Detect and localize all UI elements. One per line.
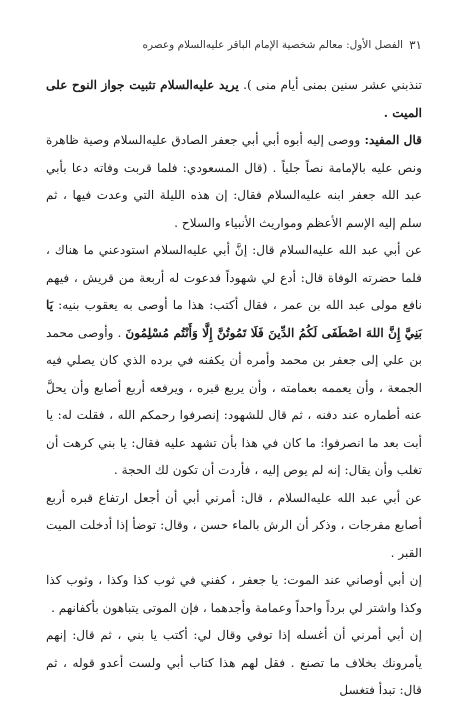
text-segment: عن أبي عبد الله عليه‌السلام ، قال: أمرني أبي أن أجعل ارتفاع قبره أربع أصابع مفرجات ، وذكر أن الرش بالماء حسن ، وقال: توضأ إذا أدخلت الميت القبر . <box>46 490 422 560</box>
paragraph <box>46 127 422 237</box>
book-page <box>46 38 422 697</box>
running-title: الفصل الأول: معالم شخصية الإمام الباقر عليه‌السلام وعصره <box>142 39 404 51</box>
text-segment: عن أبي عبد الله عليه‌السلام قال: إنَّ أبي عليه‌السلام استودعني ما هناك ، فلما حضرته الوفاة قال: أدع لي شهوداً فدعوت له أربعة من قريش ، فيهم نافع مولى عبد الله بن عمر ، فقال أكتب: هذا ما أوصى به يعقوب بنيه: <box>46 243 422 312</box>
running-header <box>46 38 422 52</box>
page-number: ٣١ <box>409 38 422 52</box>
paragraph <box>46 237 422 485</box>
paragraph <box>46 622 422 705</box>
text-segment-bold: قال المفيد: <box>360 133 422 147</box>
paragraph <box>46 567 422 622</box>
text-segment: . وأوصى محمد بن علي إلى جعفر بن محمد وأمره أن يكفنه في برده الذي كان يصلي فيه الجمعة ، وأن يعممه بعمامته ، وأن يربع قبره ، ويرفعه أربع أصابع وأن يحلَّ عنه أطماره عند دفنه ، ثم قال للشهود: إنصرفوا رحمكم الله ، فقلت له: يا أبت بعد ما انصرفوا: ما كان في هذا بأن تشهد عليه فقال: يا بني كرهت أن تغلب وأن يقال: إنه لم يوص إليه ، فأردت أن تكون لك الحجة . <box>46 325 422 477</box>
paragraph <box>46 485 422 568</box>
text-segment: إن أبي أوصاني عند الموت: يا جعفر ، كفني في ثوب كذا وكذا ، وثوب كذا وكذا واشتر لي برداً واحداً وعمامة وأجدهما ، فإن الموتى يتباهون بأكفانهم . <box>46 573 422 615</box>
text-segment: تنذبني عشر سنين بمنى أيام منى ). <box>238 78 422 92</box>
paragraph <box>46 72 422 127</box>
text-segment-bold: يريد عليه‌السلام تثبيت جواز النوح على الميت . <box>46 78 422 120</box>
quran-verse: يَا بَنِيَّ إِنَّ اللهَ اصْطَفَى لَكُمُ الدِّينَ فَلَا تَمُوتُنَّ إِلَّا وَأَنْتُم مُسْلِمُونَ <box>46 298 422 340</box>
text-segment: ووصى إليه أبوه أبي أبي جعفر الصادق عليه‌السلام وصية ظاهرة ونص عليه بالإمامة نصاً جلياً . (قال المسعودي: فلما قربت وفاته دعا بأبي عبد الله جعفر ابنه عليه‌السلام فقال: إن هذه الليلة التي وعدت فيها ، ثم سلم إليه الإسم الأعظم ومواريث الأنبياء والسلاح . <box>46 133 422 230</box>
body-text <box>46 72 422 705</box>
text-segment: إن أبي أمرني أن أغسله إذا توفي وقال لي: أكتب يا بني ، ثم قال: إنهم يأمرونك بخلاف ما تصنع . فقل لهم هذا كتاب أبي ولست أعدو قوله ، ثم قال: تبدأ فتغسل <box>46 628 422 697</box>
